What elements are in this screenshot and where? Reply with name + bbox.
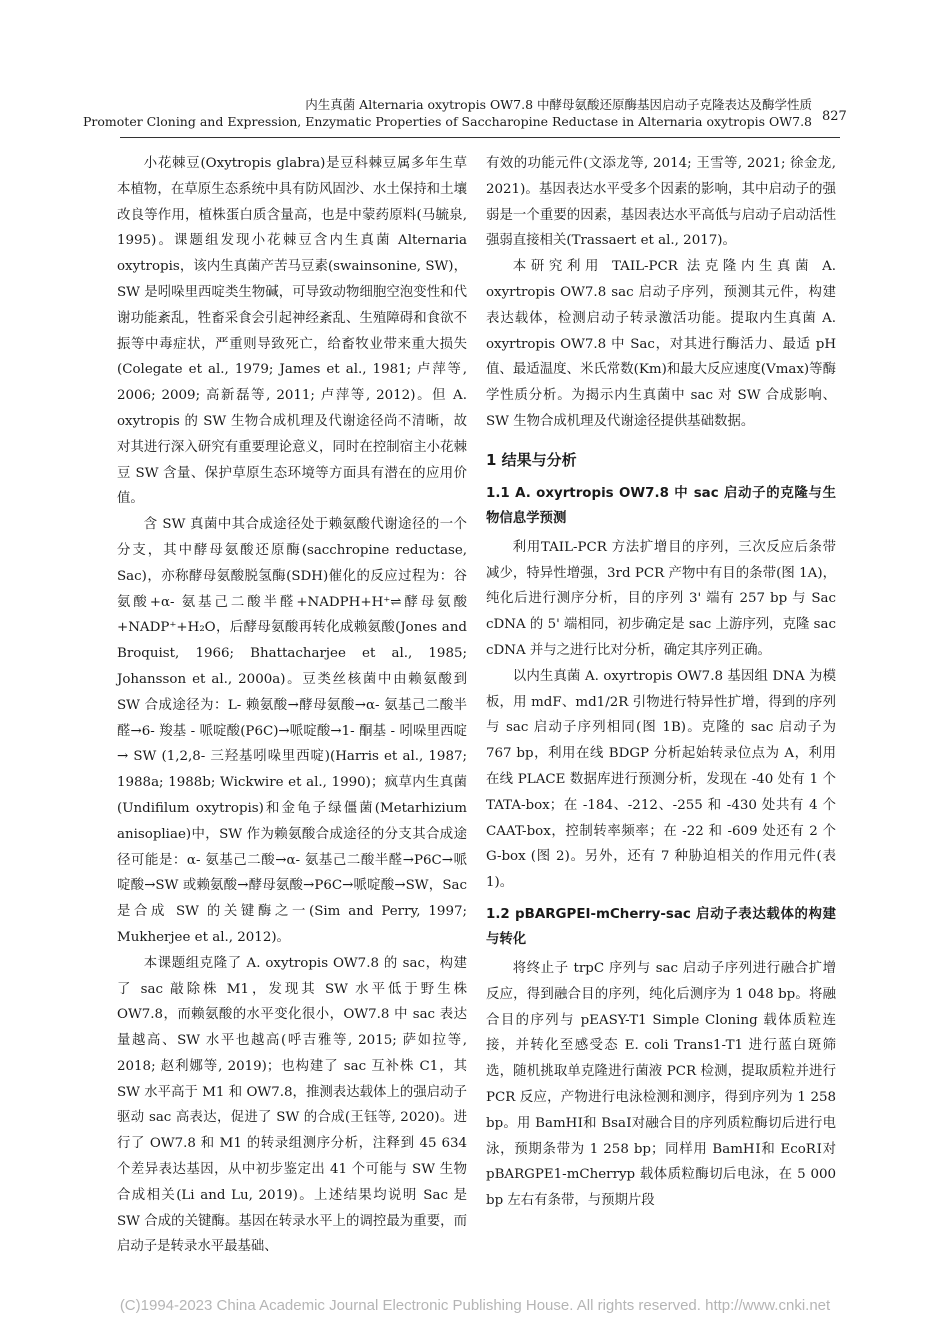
running-header <box>0 96 812 130</box>
intro-paragraph-continued: 有效的功能元件(文添龙等, 2014; 王雪等, 2021; 徐金龙, 2021)。基因表达水平受多个因素的影响，其中启动子的强弱是一个重要的因素，基因表达水平高低与启动子启动活性强弱直接相关(Trassaert et al., 2017)。 <box>486 156 836 249</box>
intro-paragraph-2: 含 SW 真菌中其合成途径处于赖氨酸代谢途径的一个分支，其中酵母氨酸还原酶(sacchropine reductase, Sac)，亦称酵母氨酸脱氢酶(SDH)催化的反应过程为：谷氨酸+α- 氨基己二酸半醛+NADPH+H⁺⇌酵母氨酸+NADP⁺+H₂O，后酵母氨酸再转化成赖氨酸(Jones and Broquist, 1966; Bhattacharjee et al., 1985; Johansson et al., 2000a)。豆类丝核菌中由赖氨酸到 SW 合成途径为：L- 赖氨酸→酵母氨酸→α- 氨基己二酸半醛→6- 羧基 - 哌啶酸(P6C)→哌啶酸→1- 酮基 - 吲哚里西啶→ SW (1,2,8- 三羟基吲哚里西啶)(Harris et al., 1987; 1988a; 1988b; Wickwire et al., 1990)；疯草内生真菌(Undifilum oxytropis)和金龟子绿僵菌(Metarhizium anisopliae)中，SW 作为赖氨酸合成途径的分支其合成途径可能是：α- 氨基己二酸→α- 氨基己二酸半醛→P6C→哌啶酸→SW 或赖氨酸→酵母氨酸→P6C→哌啶酸→SW，Sac 是合成 SW 的关键酶之一(Sim and Perry, 1997; Mukherjee et al., 2012)。 <box>117 517 467 945</box>
header-divider <box>120 137 840 138</box>
subsection-heading-1-2: 1.2 pBARGPEI-mCherry-sac 启动子表达载体的构建与转化 <box>486 906 836 947</box>
copyright-footer: (C)1994-2023 China Academic Journal Electronic Publishing House. All rights reserved. http://www.cnki.net <box>119 1297 831 1314</box>
intro-paragraph-1: 小花棘豆(Oxytropis glabra)是豆科棘豆属多年生草本植物，在草原生态系统中具有防风固沙、水土保持和土壤改良等作用，植株蛋白质含量高，也是中蒙药原料(马毓泉, 1995)。课题组发现小花棘豆含内生真菌 Alternaria oxytropis，该内生真菌产苦马豆素(swainsonine, SW)，SW 是吲哚里西啶类生物碱，可导致动物细胞空泡变性和代谢功能紊乱，牲畜采食会引起神经紊乱、生殖障碍和食欲不振等中毒症状，严重则导致死亡，给畜牧业带来重大损失(Colegate et al., 1979; James et al., 1981; 卢萍等, 2006; 2009; 高新磊等, 2011; 卢萍等, 2012)。但 A. oxytropis 的 SW 生物合成机理及代谢途径尚不清晰，故对其进行深入研究有重要理论意义，同时在控制宿主小花棘豆 SW 含量、保护草原生态环境等方面具有潜在的应用价值。 <box>117 156 467 507</box>
subsection-heading-1-1: 1.1 A. oxyrtropis OW7.8 中 sac 启动子的克隆与生物信息学预测 <box>486 485 836 526</box>
header-english-title: Promoter Cloning and Expression, Enzymatic Properties of Saccharopine Reductase in Alternaria oxytropis OW7.8 <box>83 114 812 129</box>
page-number: 827 <box>822 109 847 124</box>
study-aim-paragraph: 本研究利用 TAIL-PCR 法克隆内生真菌 A. oxyrtropis OW7.8 sac 启动子序列，预测其元件，构建表达载体，检测启动子转录激活功能。提取内生真菌 A. oxyrtropis OW7.8 中 Sac，对其进行酶活力、最适 pH 值、最适温度、米氏常数(Km)和最大反应速度(Vmax)等酶学性质分析。为揭示内生真菌中 sac 对 SW 合成影响、SW 生物合成机理及代谢途径提供基础数据。 <box>486 259 836 429</box>
right-column <box>486 151 836 1214</box>
paragraph-1-2: 将终止子 trpC 序列与 sac 启动子序列进行融合扩增反应，得到融合目的序列，纯化后测序为 1 048 bp。将融合目的序列与 pEASY-T1 Simple Cloning 载体质粒连接，并转化至感受态 E. coli Trans1-T1 进行蓝白斑筛选，随机挑取单克隆进行菌液 PCR 检测，提取质粒并进行 PCR 反应，产物进行电泳检测和测序，得到序列为 1 258 bp。用 BamHⅠ和 BsaⅠ对融合目的序列质粒酶切后进行电泳，预期条带为 1 258 bp；同样用 BamHⅠ和 EcoRⅠ对 pBARGPE1-mCherryp 载体质粒酶切后电泳，在 5 000 bp 左右有条带，与预期片段 <box>486 960 836 1209</box>
paragraph-1-1-b: 以内生真菌 A. oxyrtropis OW7.8 基因组 DNA 为模板，用 mdF、md1/2R 引物进行特异性扩增，得到的序列与 sac 启动子序列相同(图 1B)。克隆的 sac 启动子为 767 bp，利用在线 BDGP 分析起始转录位点为 A，利用在线 PLACE 数据库进行预测分析，发现在 -40 处有 1 个 TATA-box；在 -184、-212、-255 和 -430 处共有 4 个 CAAT-box，控制转率频率；在 -22 和 -609 处还有 2 个 G-box (图 2)。另外，还有 7 种胁迫相关的作用元件(表 1)。 <box>486 668 836 891</box>
intro-paragraph-3: 本课题组克隆了 A. oxytropis OW7.8 的 sac，构建了 sac 敲除株 M1，发现其 SW 水平低于野生株 OW7.8，而赖氨酸的水平变化很小，OW7.8 中 sac 表达量越高、SW 水平也越高(呼吉雅等, 2015; 萨如拉等, 2018; 赵利娜等, 2019)；也构建了 sac 互补株 C1，其 SW 水平高于 M1 和 OW7.8，推测表达载体上的强启动子驱动 sac 高表达，促进了 SW 的合成(王钰等, 2020)。进行了 OW7.8 和 M1 的转录组测序分析，注释到 45 634 个差异表达基因，从中初步鉴定出 41 个可能与 SW 生物合成相关(Li and Lu, 2019)。上述结果均说明 Sac 是 SW 合成的关键酶。基因在转录水平上的调控最为重要，而启动子是转录水平最基础、 <box>117 955 467 1255</box>
header-chinese-title: 内生真菌 Alternaria oxytropis OW7.8 中酵母氨酸还原酶基因启动子克隆表达及酶学性质 <box>305 97 812 112</box>
section-heading-results: 1 结果与分析 <box>486 450 577 469</box>
left-column <box>117 151 467 1260</box>
paragraph-1-1-a: 利用TAIL-PCR 方法扩增目的序列，三次反应后条带减少，特异性增强，3rd PCR 产物中有目的条带(图 1A)，纯化后进行测序分析，目的序列 3' 端有 257 bp 与 Sac cDNA 的 5' 端相同，初步确定是 sac 上游序列，克隆 sac cDNA 并与之进行比对分析，确定其序列正确。 <box>486 539 836 658</box>
